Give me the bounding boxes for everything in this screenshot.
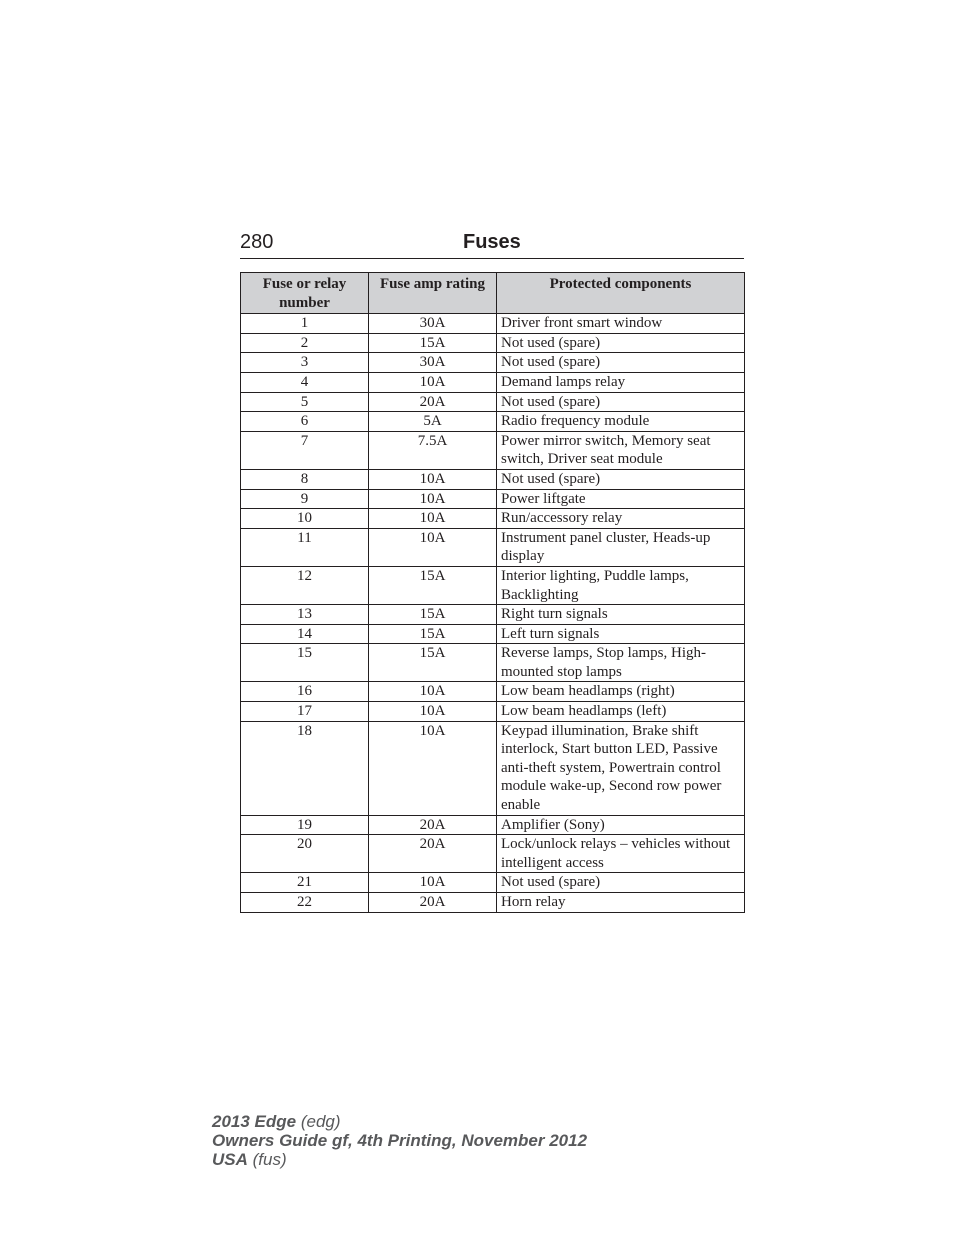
fuse-rating-cell: 5A bbox=[369, 412, 497, 432]
table-row bbox=[241, 314, 745, 334]
protected-components-cell: Not used (spare) bbox=[497, 333, 745, 353]
fuse-number-cell: 15 bbox=[241, 644, 369, 682]
fuse-rating-cell: 20A bbox=[369, 835, 497, 873]
protected-components-cell: Not used (spare) bbox=[497, 353, 745, 373]
fuse-number-cell: 9 bbox=[241, 489, 369, 509]
table-row bbox=[241, 873, 745, 893]
table-row bbox=[241, 682, 745, 702]
protected-components-cell: Left turn signals bbox=[497, 624, 745, 644]
table-row bbox=[241, 333, 745, 353]
fuse-number-cell: 21 bbox=[241, 873, 369, 893]
fuse-rating-cell: 15A bbox=[369, 605, 497, 625]
fuse-number-cell: 19 bbox=[241, 815, 369, 835]
table-row bbox=[241, 528, 745, 566]
fuse-rating-cell: 7.5A bbox=[369, 431, 497, 469]
table-row bbox=[241, 489, 745, 509]
section-title: Fuses bbox=[463, 231, 521, 253]
protected-components-cell: Demand lamps relay bbox=[497, 372, 745, 392]
table-row bbox=[241, 372, 745, 392]
fuse-number-cell: 22 bbox=[241, 893, 369, 913]
fuse-table bbox=[240, 272, 745, 913]
fuse-rating-cell: 30A bbox=[369, 314, 497, 334]
fuse-number-cell: 6 bbox=[241, 412, 369, 432]
protected-components-cell: Run/accessory relay bbox=[497, 509, 745, 529]
table-row bbox=[241, 412, 745, 432]
fuse-number-cell: 14 bbox=[241, 624, 369, 644]
table-row bbox=[241, 392, 745, 412]
page-number: 280 bbox=[240, 231, 274, 253]
table-row bbox=[241, 566, 745, 604]
protected-components-cell: Right turn signals bbox=[497, 605, 745, 625]
fuse-rating-cell: 20A bbox=[369, 815, 497, 835]
column-header-number: Fuse or relay number bbox=[241, 273, 369, 314]
fuse-rating-cell: 20A bbox=[369, 893, 497, 913]
protected-components-cell: Driver front smart window bbox=[497, 314, 745, 334]
fuse-rating-cell: 10A bbox=[369, 721, 497, 815]
fuse-number-cell: 17 bbox=[241, 702, 369, 722]
fuse-number-cell: 8 bbox=[241, 469, 369, 489]
footer-printing: Owners Guide gf, 4th Printing, November 2012 bbox=[212, 1131, 588, 1150]
footer-model: 2013 Edge bbox=[212, 1112, 297, 1131]
table-row bbox=[241, 353, 745, 373]
protected-components-cell: Keypad illumination, Brake shift interlock, Start button LED, Passive anti-theft system, Powertrain control module wake-up, Second row power enable bbox=[497, 721, 745, 815]
table-row bbox=[241, 721, 745, 815]
fuse-rating-cell: 10A bbox=[369, 682, 497, 702]
fuse-rating-cell: 10A bbox=[369, 873, 497, 893]
fuse-rating-cell: 10A bbox=[369, 528, 497, 566]
fuse-number-cell: 1 bbox=[241, 314, 369, 334]
fuse-rating-cell: 10A bbox=[369, 702, 497, 722]
protected-components-cell: Not used (spare) bbox=[497, 392, 745, 412]
table-row bbox=[241, 835, 745, 873]
fuse-number-cell: 10 bbox=[241, 509, 369, 529]
protected-components-cell: Instrument panel cluster, Heads-up display bbox=[497, 528, 745, 566]
protected-components-cell: Power mirror switch, Memory seat switch, Driver seat module bbox=[497, 431, 745, 469]
column-header-rating: Fuse amp rating bbox=[369, 273, 497, 314]
protected-components-cell: Reverse lamps, Stop lamps, High-mounted stop lamps bbox=[497, 644, 745, 682]
protected-components-cell: Not used (spare) bbox=[497, 873, 745, 893]
fuse-rating-cell: 15A bbox=[369, 333, 497, 353]
table-row bbox=[241, 469, 745, 489]
table-row bbox=[241, 702, 745, 722]
protected-components-cell: Amplifier (Sony) bbox=[497, 815, 745, 835]
footer-line-model bbox=[212, 1112, 587, 1131]
protected-components-cell: Interior lighting, Puddle lamps, Backlighting bbox=[497, 566, 745, 604]
fuse-number-cell: 5 bbox=[241, 392, 369, 412]
fuse-table-header bbox=[241, 273, 745, 314]
protected-components-cell: Low beam headlamps (left) bbox=[497, 702, 745, 722]
fuse-rating-cell: 15A bbox=[369, 644, 497, 682]
column-header-components: Protected components bbox=[497, 273, 745, 314]
page-header bbox=[240, 228, 744, 259]
table-row bbox=[241, 624, 745, 644]
fuse-number-cell: 16 bbox=[241, 682, 369, 702]
fuse-number-cell: 11 bbox=[241, 528, 369, 566]
fuse-number-cell: 4 bbox=[241, 372, 369, 392]
fuse-number-cell: 18 bbox=[241, 721, 369, 815]
fuse-number-cell: 12 bbox=[241, 566, 369, 604]
page-footer bbox=[212, 1112, 587, 1169]
fuse-rating-cell: 10A bbox=[369, 372, 497, 392]
fuse-rating-cell: 10A bbox=[369, 469, 497, 489]
fuse-rating-cell: 10A bbox=[369, 489, 497, 509]
table-row bbox=[241, 815, 745, 835]
fuse-number-cell: 20 bbox=[241, 835, 369, 873]
table-row bbox=[241, 431, 745, 469]
fuse-rating-cell: 20A bbox=[369, 392, 497, 412]
fuse-rating-cell: 15A bbox=[369, 624, 497, 644]
protected-components-cell: Lock/unlock relays – vehicles without intelligent access bbox=[497, 835, 745, 873]
footer-region: USA bbox=[212, 1150, 248, 1169]
table-row bbox=[241, 605, 745, 625]
protected-components-cell: Radio frequency module bbox=[497, 412, 745, 432]
fuse-number-cell: 3 bbox=[241, 353, 369, 373]
table-row bbox=[241, 509, 745, 529]
table-row bbox=[241, 893, 745, 913]
protected-components-cell: Low beam headlamps (right) bbox=[497, 682, 745, 702]
table-row bbox=[241, 644, 745, 682]
fuse-number-cell: 7 bbox=[241, 431, 369, 469]
fuse-rating-cell: 15A bbox=[369, 566, 497, 604]
footer-region-code: (fus) bbox=[252, 1150, 287, 1169]
fuse-table-body bbox=[241, 314, 745, 912]
footer-line-region bbox=[212, 1150, 587, 1169]
protected-components-cell: Power liftgate bbox=[497, 489, 745, 509]
protected-components-cell: Not used (spare) bbox=[497, 469, 745, 489]
fuse-number-cell: 2 bbox=[241, 333, 369, 353]
protected-components-cell: Horn relay bbox=[497, 893, 745, 913]
fuse-number-cell: 13 bbox=[241, 605, 369, 625]
fuse-rating-cell: 30A bbox=[369, 353, 497, 373]
fuse-rating-cell: 10A bbox=[369, 509, 497, 529]
footer-model-code: (edg) bbox=[300, 1112, 341, 1131]
